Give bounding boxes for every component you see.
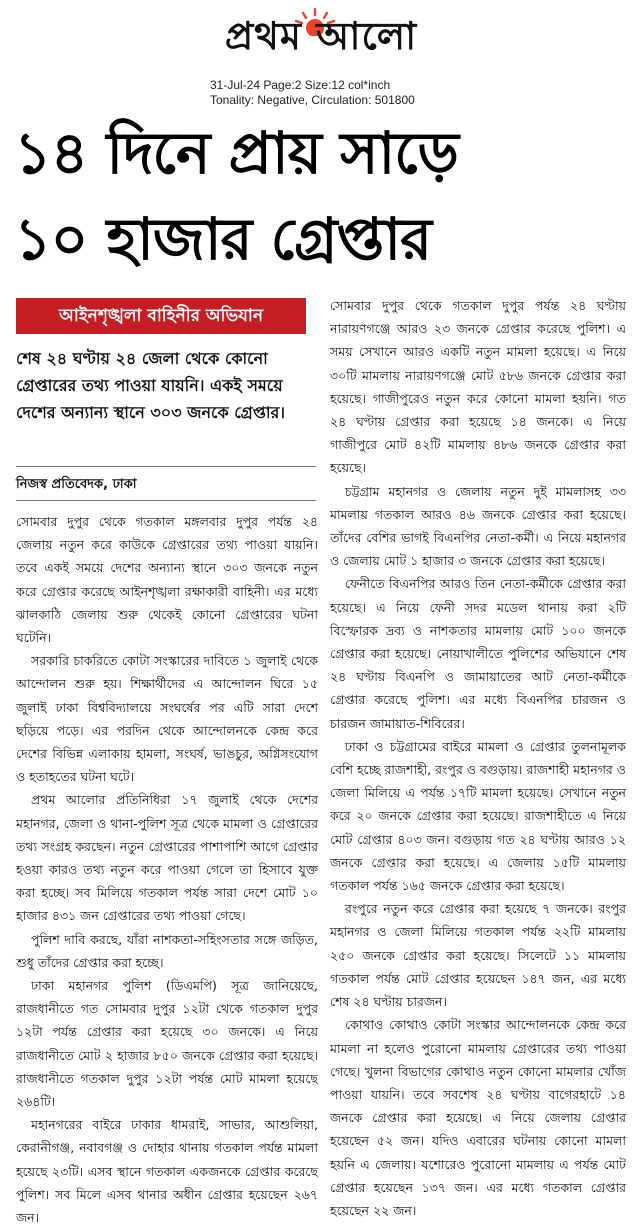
headline-line-2: ১০ হাজার গ্রেপ্তার: [14, 205, 432, 273]
paragraph: সোমবার দুপুর থেকে গতকাল দুপুর পর্যন্ত ২৪ ঘণ্টায় নারায়ণগঞ্জে আরও ২৩ জনকে গ্রেপ্তার করেছে পুলিশ। এ সময় সেখানে আরও একটি নতুন মামলা হয়েছে। এ নিয়ে ৩০টি মামলায় নারায়ণগঞ্জে মোট ৫৮৬ জনকে গ্রেপ্তার করা হয়েছে। গাজীপুরেও নতুন করে কোনো মামলা হয়নি। গত ২৪ ঘণ্টায় গ্রেপ্তার করা হয়েছে ১৪ জনকে। এ নিয়ে গাজীপুরে মোট ৪২টি মামলায় ৪৮৬ জনকে গ্রেপ্তার করা হয়েছে।: [330, 298, 626, 476]
article-body-right-column: [330, 294, 626, 1222]
paragraph: প্রথম আলোর প্রতিনিধিরা ১৭ জুলাই থেকে দেশের মহানগর, জেলা ও থানা-পুলিশ সূত্র থেকে মামলা ও গ্রেপ্তারের তথ্য সংগ্রহ করছেন। নতুন গ্রেপ্তারের পাশাপাশি আগে গ্রেপ্তার হওয়া কারও তথ্য নতুন করে পাওয়া গেলে তা হিসাবে যুক্ত করা হচ্ছে। সব মিলিয়ে গতকাল পর্যন্ত সারা দেশে মোট ১০ হাজার ৪৩১ জন গ্রেপ্তারের তথ্য পাওয়া গেছে।: [16, 792, 318, 924]
divider-bottom: [16, 500, 316, 501]
intro-summary: শেষ ২৪ ঘণ্টায় ২৪ জেলা থেকে কোনো গ্রেপ্তারের তথ্য পাওয়া যায়নি। একই সময়ে দেশের অন্যান্য স্থানে ৩০৩ জনকে গ্রেপ্তার।: [16, 349, 286, 422]
meta-line-date-size: 31-Jul-24 Page:2 Size:12 col*inch: [210, 78, 391, 92]
paragraph: সরকারি চাকরিতে কোটা সংস্কারের দাবিতে ১ জুলাই থেকে আন্দোলন শুরু হয়। শিক্ষার্থীদের এ আন্দোলন ঘিরে ১৫ জুলাই ঢাকা বিশ্ববিদ্যালয়ে সংঘর্ষের পর এটি সারা দেশে ছড়িয়ে পড়ে। এর পরদিন থেকে আন্দোলনকে কেন্দ্র করে দেশের বিভিন্ন এলাকায় হামলা, সংঘর্ষ, ভাঙচুর, অগ্নিসংযোগ ও হতাহতের ঘটনা ঘটে।: [16, 653, 318, 785]
headline-line-1: ১৪ দিনে প্রায় সাড়ে: [14, 119, 458, 187]
paragraph: ফেনীতে বিএনপির আরও তিন নেতা-কর্মীকে গ্রেপ্তার করা হয়েছে। এ নিয়ে ফেনী সদর মডেল থানায় করা ২টি বিস্ফোরক দ্রব্য ও নাশকতার মামলায় মোট ১০০ জনকে গ্রেপ্তার করা হয়েছে। নোয়াখালীতে পুলিশের অভিযানে শেষ ২৪ ঘণ্টায় বিএনপি ও জামায়াতের আট নেতা-কর্মীকে গ্রেপ্তার করেছে পুলিশ। এর মধ্যে বিএনপির চারজন ও চারজন জামায়াত-শিবিরের।: [330, 576, 626, 731]
clipping-meta: [210, 78, 415, 108]
newspaper-logo: প্রথম আলো: [224, 14, 418, 58]
paragraph: ঢাকা ও চট্টগ্রামের বাইরে মামলা ও গ্রেপ্তার তুলনামূলক বেশি হচ্ছে রাজশাহী, রংপুর ও বগুড়ায়। রাজশাহী মহানগর ও জেলা মিলিয়ে এ পর্যন্ত ১৭টি মামলা হয়েছে। সেখানে নতুন করে ২০ জনকে গ্রেপ্তার করা হয়েছে। রাজশাহীতে এ নিয়ে মোট গ্রেপ্তার ৪০৩ জন। বগুড়ায় গত ২৪ ঘণ্টায় আরও ১২ জনকে গ্রেপ্তার করা হয়েছে। এ জেলায় ১৫টি মামলায় গতকাল পর্যন্ত ১৬৫ জনকে গ্রেপ্তার করা হয়েছে।: [330, 738, 626, 894]
headline: [14, 110, 614, 282]
paragraph: সোমবার দুপুর থেকে গতকাল মঙ্গলবার দুপুর পর্যন্ত ২৪ জেলায় নতুন করে কাউকে গ্রেপ্তারের তথ্য পাওয়া যায়নি। তবে একই সময়ে দেশের অন্যান্য স্থানে ৩০৩ জনকে নতুন করে গ্রেপ্তার করেছে আইনশৃঙ্খলা রক্ষাকারী বাহিনী। এর মধ্যে ঝালকাঠি জেলায় শুরু থেকেই কোনো গ্রেপ্তারের ঘটনা ঘটেনি।: [16, 514, 318, 646]
paragraph: মহানগরের বাইরে ঢাকার ধামরাই, সাভার, আশুলিয়া, কেরানীগঞ্জ, নবাবগঞ্জ ও দোহার থানায় গতকাল পর্যন্ত মামলা হয়েছে ২৩টি। এসব স্থানে গতকাল একজনকে গ্রেপ্তার করেছে পুলিশ। সব মিলে এসব থানার অধীন গ্রেপ্তার হয়েছেন ২৬৭ জন।: [16, 1117, 318, 1226]
paragraph: কোথাও কোথাও কোটা সংস্কার আন্দোলনকে কেন্দ্র করে মামলা না হলেও পুরোনো মামলায় গ্রেপ্তারের তথ্য পাওয়া গেছে। খুলনা বিভাগের কোথাও নতুন কোনো মামলার খোঁজ পাওয়া যায়নি। তবে সবশেষ ২৪ ঘণ্টায় বাগেরহাটে ১৪ জনকে গ্রেপ্তার করা হয়েছে। এ নিয়ে জেলায় গ্রেপ্তার হয়েছেন ৫২ জন। যদিও এবারের ঘটনায় কোনো মামলা হয়নি এ জেলায়। যশোরেও পুরোনো মামলায় এ পর্যন্ত মোট গ্রেপ্তার হয়েছেন ১৩৭ জন। এর মধ্যে গতকাল গ্রেপ্তার হয়েছেন ২২ জন।: [330, 1017, 626, 1218]
meta-line-tonality: Tonality: Negative, Circulation: 501800: [210, 93, 415, 107]
paragraph: পুলিশ দাবি করছে, যাঁরা নাশকতা-সহিংসতার সঙ্গে জড়িত, শুধু তাঁদের গ্রেপ্তার করা হচ্ছে।: [16, 931, 318, 970]
paragraph: ঢাকা মহানগর পুলিশ (ডিএমপি) সূত্র জানিয়েছে, রাজধানীতে গত সোমবার দুপুর ১২টা থেকে গতকাল দুপুর ১২টা পর্যন্ত গ্রেপ্তার করা হয়েছে ৩০ জনকে। এ নিয়ে রাজধানীতে মোট ২ হাজার ৮৫০ জনকে গ্রেপ্তার করা হয়েছে। রাজধানীতে গতকাল দুপুর ১২টা পর্যন্ত মোট মামলা হয়েছে ২৬৪টি।: [16, 978, 318, 1110]
byline: নিজস্ব প্রতিবেদক, ঢাকা: [16, 477, 137, 492]
kicker-banner: আইনশৃঙ্খলা বাহিনীর অভিযান: [16, 298, 306, 334]
paragraph: রংপুরে নতুন করে গ্রেপ্তার করা হয়েছে ৭ জনকে। রংপুর মহানগর ও জেলা মিলিয়ে গতকাল পর্যন্ত ২২টি মামলায় ২৫০ জনকে গ্রেপ্তার করা হয়েছে। সিলেটে ১১ মামলায় গতকাল পর্যন্ত মোট গ্রেপ্তার হয়েছেন ১৪৭ জন, এর মধ্যে শেষ ২৪ ঘণ্টায় চারজন।: [330, 901, 626, 1010]
paragraph: চট্টগ্রাম মহানগর ও জেলায় নতুন দুই মামলাসহ ৩৩ মামলায় গতকাল আরও ৪৬ জনকে গ্রেপ্তার করা হয়েছে। তাঁদের বেশির ভাগই বিএনপির নেতা-কর্মী। এ নিয়ে মহানগর ও জেলায় মোট ১ হাজার ৩ জনকে গ্রেপ্তার করা হয়েছে।: [330, 483, 626, 569]
divider-top: [16, 466, 316, 467]
masthead: [0, 6, 632, 64]
article-body-left-column: [16, 510, 318, 1229]
